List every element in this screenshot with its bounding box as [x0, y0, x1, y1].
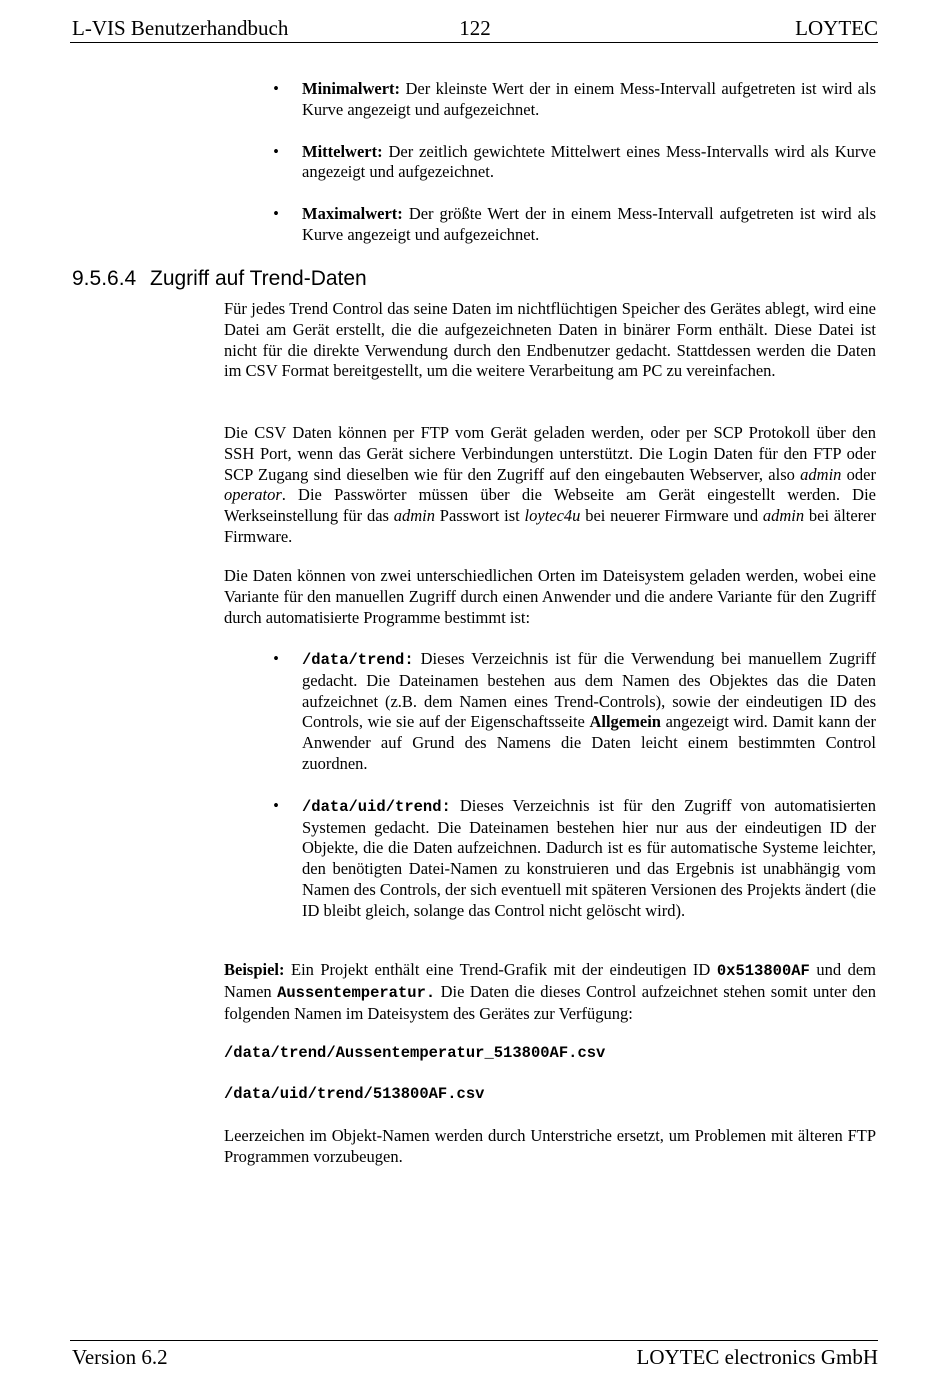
text-run: oder: [841, 464, 876, 484]
term-description: Der größte Wert der in einem Mess-Intervall aufgetreten ist wird als Kurve angezeigt und aufgezeichnet.: [302, 204, 877, 244]
page-header: [72, 14, 878, 42]
example-paragraph: [224, 960, 876, 1024]
footer-version: Version 6.2: [72, 1345, 168, 1369]
text-run: bei neuerer Firmware und: [580, 506, 763, 526]
example-name: Aussentemperatur.: [277, 983, 436, 1002]
bullet-icon: •: [273, 795, 279, 815]
term-label: Minimalwert:: [302, 79, 401, 98]
term-description: Der zeitlich gewichtete Mittelwert eines Mess-Intervalls wird als Kurve angezeigt und aufgezeichnet.: [302, 141, 877, 182]
paragraph: Leerzeichen im Objekt-Namen werden durch Unterstriche ersetzt, um Problemen mit älteren FTP Programmen vorzubeugen.: [224, 1126, 876, 1166]
paragraph: Die Daten können von zwei unterschiedlichen Orten im Dateisystem geladen werden, wobei eine Variante für den manuellen Zugriff durch einen Anwender und die andere Variante für den Zugriff durch automatisierte Programme bestimmt ist:: [224, 566, 876, 627]
text-run: und dem Namen: [224, 960, 876, 1001]
footer-company: LOYTEC electronics GmbH: [636, 1345, 878, 1369]
italic-term: loytec4u: [524, 506, 581, 526]
term-label: Maximalwert:: [302, 204, 403, 224]
italic-term: operator: [224, 485, 282, 505]
term-description: Der kleinste Wert der in einem Mess-Intervall aufgetreten ist wird als Kurve angezeigt und aufgezeichnet.: [302, 79, 877, 119]
file-path: /data/trend/Aussentemperatur_513800AF.csv: [224, 1044, 606, 1062]
list-item: [270, 796, 876, 922]
list-item: [270, 204, 876, 246]
bullet-icon: •: [273, 141, 279, 161]
header-page-number: 122: [459, 16, 491, 40]
value-mode-list: [270, 79, 876, 267]
directory-path: /data/uid/trend:: [302, 797, 451, 816]
text-run: bei älterer Firmware.: [224, 506, 876, 546]
example-label: Beispiel:: [224, 960, 285, 979]
text-run: . Die Passwörter müssen über die Webseite am Gerät eingestellt werden. Die Werkseinstellung für das: [224, 485, 876, 526]
text-run: Dieses Verzeichnis ist für die Verwendung bei manuellem Zugriff gedacht. Die Dateinamen bestehen aus dem Namen des Objektes das die Daten aufzeichnet (z.B. dem Namen eines Trend-Controls), sowie der eindeutigen ID des Controls, wie sie auf der Eigenschaftsseite: [302, 649, 876, 732]
header-manual-title: L-VIS Benutzerhandbuch: [72, 16, 289, 40]
section-title: Zugriff auf Trend-Daten: [150, 267, 367, 290]
text-run: angezeigt wird. Damit kann der Anwender auf Grund des Namens die Daten leicht einem bestimmten Control zuordnen.: [302, 712, 876, 773]
text-run: Passwort ist: [435, 506, 525, 526]
header-company: LOYTEC: [795, 16, 878, 40]
example-id: 0x513800AF: [716, 962, 810, 980]
directory-path: /data/trend:: [302, 651, 414, 669]
text-run: Die Daten die dieses Control aufzeichnet stehen somit unter den folgenden Namen im Dateisystem des Gerätes zur Verfügung:: [224, 981, 876, 1023]
section-number: 9.5.6.4: [72, 267, 137, 290]
text-run: Dieses Verzeichnis ist für den Zugriff von automatisierten Systemen gedacht. Die Dateinamen bestehen hier nur aus der eindeutigen ID der Objekte, die die Daten aufzeichnen. Dadurch ist es für automatische Systeme leichter, den benötigten Datei-Namen zu konstruieren und das Ergebnis ist unabhängig vom Namen des Controls, der sich eventuell mit späteren Versionen des Projekts ändert (die ID bleibt gleich, solange das Control nicht gelöscht wird).: [302, 795, 876, 920]
page-footer: [72, 1343, 878, 1371]
italic-term: admin: [393, 506, 435, 526]
bullet-icon: •: [273, 204, 279, 224]
directory-list: [270, 649, 876, 943]
paragraph: Für jedes Trend Control das seine Daten im nichtflüchtigen Speicher des Gerätes ablegt, wird eine Datei am Gerät erstellt, die die aufgezeichneten Daten in binärer Form enthält. Diese Datei ist nicht für die direkte Verwendung durch den Endbenutzer gedacht. Stattdessen werden die Daten im CSV Format bereitgestellt, um die weitere Verarbeitung am PC zu vereinfachen.: [224, 299, 876, 381]
footer-rule: [70, 1340, 878, 1341]
bullet-icon: •: [273, 649, 279, 668]
text-run: Ein Projekt enthält eine Trend-Grafik mit der eindeutigen ID: [284, 960, 717, 979]
italic-term: admin: [800, 464, 842, 484]
list-item: [270, 142, 876, 184]
bullet-icon: •: [273, 79, 279, 98]
list-item: [270, 649, 876, 775]
list-item: [270, 79, 876, 121]
file-path: /data/uid/trend/513800AF.csv: [224, 1085, 485, 1103]
section-heading: [72, 265, 367, 293]
italic-term: admin: [762, 506, 805, 526]
header-rule: [70, 42, 878, 43]
term-label: Mittelwert:: [302, 141, 383, 161]
bold-term: Allgemein: [589, 712, 661, 732]
paragraph: [224, 423, 876, 548]
text-run: Die CSV Daten können per FTP vom Gerät geladen werden, oder per SCP Protokoll über den SSH Port, wenn das Gerät sichere Verbindungen unterstützt. Die Login Daten für den FTP oder SCP Zugang sind dieselben wie für den Zugriff auf den eingebauten Webserver, also: [224, 423, 876, 484]
